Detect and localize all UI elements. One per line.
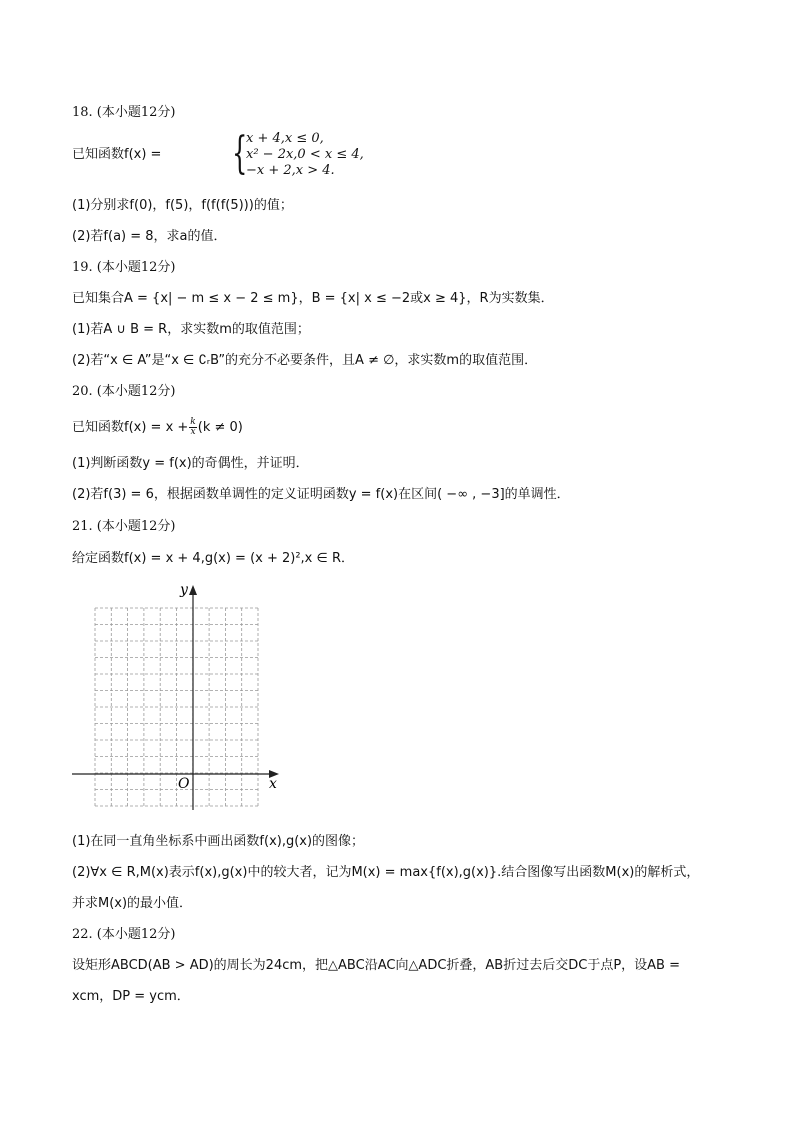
q18-case-1: x + 4,x ≤ 0, [246,131,324,146]
q22-line-2: xcm，DP = ycm． [72,989,190,1004]
q20-intro-pre: 已知函数f(x) = x + [72,420,189,435]
q20-intro [72,418,243,437]
q18-intro: 已知函数f(x) = [72,147,162,162]
q21-part-2a: (2)∀x ∈ R,M(x)表示f(x),g(x)中的较大者，记为M(x) = max{f(x),g(x)}.结合图像写出函数M(x)的解析式， [72,865,700,880]
q19-header: 19. (本小题12分) [72,260,176,275]
q19-part-2: (2)若“x ∈ A”是“x ∈ ∁ᵣB”的充分不必要条件，且A ≠ ∅，求实数m的取值范围． [72,353,538,368]
left-brace: { [232,128,248,179]
q18-case-2: x² − 2x,0 < x ≤ 4, [246,147,364,162]
q21-intro: 给定函数f(x) = x + 4,g(x) = (x + 2)²,x ∈ R． [72,551,354,566]
fraction-denominator: x [190,427,196,437]
q21-part-1: (1)在同一直角坐标系中画出函数f(x),g(x)的图像； [72,834,365,849]
fraction-numerator: k [190,417,196,427]
y-axis-arrow [189,585,197,595]
q22-line-1: 设矩形ABCD(AB > AD)的周长为24cm，把△ABC沿AC向△ADC折叠，AB折过去后交DC于点P，设AB = [72,958,680,973]
q18-header: 18. (本小题12分) [72,105,176,120]
q20-part-2: (2)若f(3) = 6，根据函数单调性的定义证明函数y = f(x)在区间( −∞ , −3]的单调性． [72,487,570,502]
dashed-grid [95,608,258,806]
q20-intro-post: (k ≠ 0) [197,420,243,435]
coordinate-grid [60,578,290,814]
q18-case-3: −x + 2,x > 4. [246,163,335,178]
q21-part-2b: 并求M(x)的最小值． [72,896,193,911]
origin-label: O [178,776,190,792]
q18-piecewise-function [72,130,392,180]
q20-part-1: (1)判断函数y = f(x)的奇偶性，并证明． [72,456,309,471]
q18-part-1: (1)分别求f(0)，f(5)，f(f(f(5)))的值； [72,198,293,213]
q20-fraction [189,418,196,437]
q21-header: 21. (本小题12分) [72,519,176,534]
q20-header: 20. (本小题12分) [72,384,176,399]
q19-intro: 已知集合A = {x| − m ≤ x − 2 ≤ m}，B = {x| x ≤ −2或x ≥ 4}，R为实数集． [72,291,554,306]
x-axis-label: x [269,776,277,792]
q19-part-1: (1)若A ∪ B = R，求实数m的取值范围； [72,322,310,337]
q18-part-2: (2)若f(a) = 8，求a的值． [72,229,227,244]
y-axis-label: y [180,582,188,598]
q22-header: 22. (本小题12分) [72,927,176,942]
